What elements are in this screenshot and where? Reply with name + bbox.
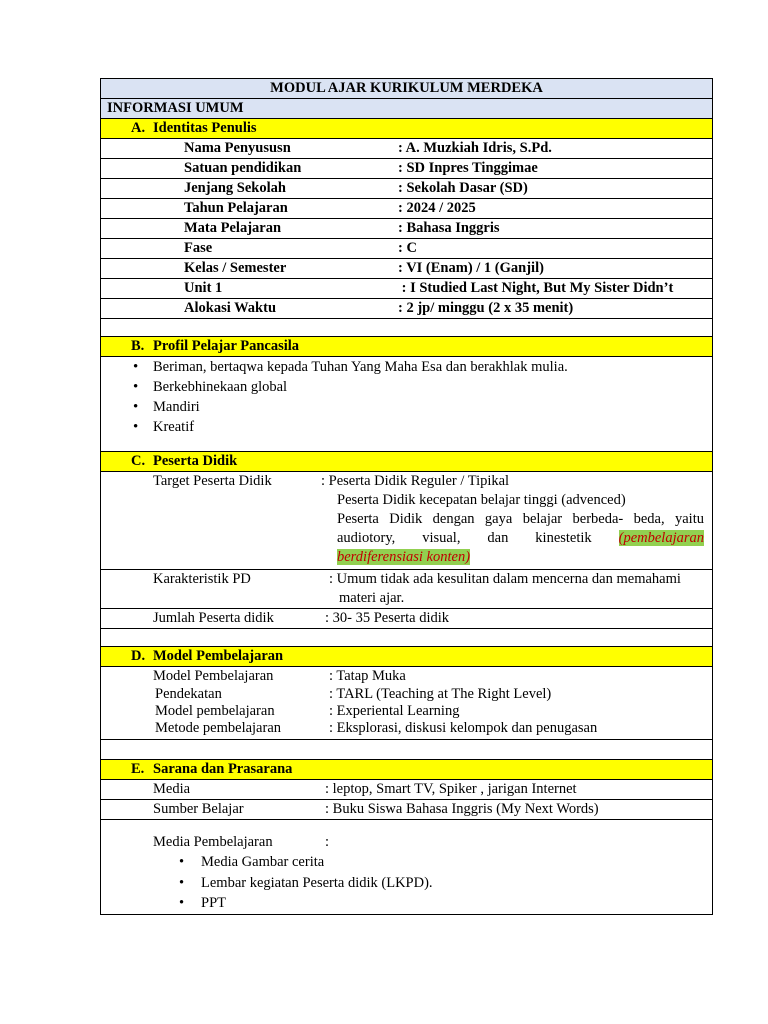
identity-label: Fase [184,240,213,256]
section-d-header [101,647,713,667]
media-label: Media [153,781,191,797]
profile-list-row [101,357,713,452]
model-value: : Eksplorasi, diskusi kelompok dan penugasan [329,720,598,736]
spacer-row [101,629,713,647]
list-item: • Mandiri [101,397,712,417]
identity-value: : Bahasa Inggris [398,220,500,236]
title-row [101,79,713,99]
characteristic-row [101,570,713,609]
list-item: • PPT [101,893,433,914]
identity-label: Mata Pelajaran [184,220,282,236]
target-row [101,472,713,570]
identity-row [101,199,713,219]
section-b-header [101,337,713,357]
media-value: : leptop, Smart TV, Spiker , jarigan Internet [325,781,577,797]
model-label: Metode pembelajaran [155,720,282,736]
identity-label: Satuan pendidikan [184,160,302,176]
learning-media-row [101,820,713,915]
section-e-header [101,760,713,780]
identity-label: Kelas / Semester [184,260,287,276]
model-value: : TARL (Teaching at The Right Level) [329,686,552,702]
count-label: Jumlah Peserta didik [153,610,274,626]
model-value: : Experiental Learning [329,703,460,719]
list-item: • Lembar kegiatan Peserta didik (LKPD). [101,873,433,894]
identity-label: Nama Penyususn [184,140,291,156]
learning-media-colon: : [325,834,330,850]
section-a-title: Identitas Penulis [153,120,257,136]
section-e-letter: E. [131,761,145,777]
identity-value: : A. Muzkiah Idris, S.Pd. [398,140,552,156]
model-label: Model pembelajaran [155,703,275,719]
spacer-row [101,740,713,760]
identity-label: Alokasi Waktu [184,300,277,316]
highlight-note-2: berdiferensiasi konten) [337,549,471,565]
identity-value: : I Studied Last Night, But My Sister Didn’t [398,280,674,296]
target-value-4: audiotory, visual, dan kinestetik [337,530,592,546]
list-item: • Media Gambar cerita [101,852,433,873]
section-d-title: Model Pembelajaran [153,648,284,664]
model-label: Model Pembelajaran [153,668,274,684]
characteristic-label: Karakteristik PD [153,571,251,587]
identity-value: : Sekolah Dasar (SD) [398,180,528,196]
learning-media-list [101,852,433,914]
identity-value: : 2 jp/ minggu (2 x 35 menit) [398,300,574,316]
section-a-letter: A. [131,120,146,136]
identity-row [101,159,713,179]
model-label: Pendekatan [155,686,222,702]
model-value: : Tatap Muka [329,668,406,684]
target-value-2: Peserta Didik kecepatan belajar tinggi (advenced) [337,492,626,508]
section-e-title: Sarana dan Prasarana [153,761,293,777]
identity-label: Jenjang Sekolah [184,180,286,196]
identity-value: : 2024 / 2025 [398,200,476,216]
characteristic-value-2: materi ajar. [339,590,405,606]
section-c-letter: C. [131,453,146,469]
count-row [101,609,713,629]
target-label: Target Peserta Didik [153,473,272,489]
section-c-title: Peserta Didik [153,453,238,469]
section-a-header [101,119,713,139]
count-value: : 30- 35 Peserta didik [325,610,450,626]
list-item: • Kreatif [101,417,712,437]
target-value-1: : Peserta Didik Reguler / Tipikal [321,473,510,489]
section-b-letter: B. [131,338,145,354]
identity-row [101,179,713,199]
target-value-3: Peserta Didik dengan gaya belajar berbeda- beda, yaitu [337,511,704,527]
info-row [101,99,713,119]
list-item: • Beriman, bertaqwa kepada Tuhan Yang Maha Esa dan berakhlak mulia. [101,357,712,377]
source-row [101,800,713,820]
module-table [100,78,713,915]
identity-label: Tahun Pelajaran [184,200,288,216]
identity-row [101,139,713,159]
source-value: : Buku Siswa Bahasa Inggris (My Next Words) [325,801,599,817]
identity-row [101,279,713,299]
identity-row [101,239,713,259]
identity-value: : VI (Enam) / 1 (Ganjil) [398,260,544,276]
section-c-header [101,452,713,472]
highlight-note-1: (pembelajaran [618,530,704,546]
identity-row [101,259,713,279]
profile-list [101,357,712,437]
list-item: • Berkebhinekaan global [101,377,712,397]
identity-label: Unit 1 [184,280,223,296]
spacer-row [101,319,713,337]
section-b-title: Profil Pelajar Pancasila [153,338,300,354]
model-row [101,667,713,740]
identity-value: : SD Inpres Tinggimae [398,160,538,176]
document-title: MODUL AJAR KURIKULUM MERDEKA [101,79,713,99]
info-heading: INFORMASI UMUM [101,99,713,119]
identity-row [101,219,713,239]
characteristic-value-1: : Umum tidak ada kesulitan dalam mencerna dan memahami [329,571,681,587]
source-label: Sumber Belajar [153,801,244,817]
identity-value: : C [398,240,417,256]
section-d-letter: D. [131,648,146,664]
module-document [100,78,713,915]
learning-media-label: Media Pembelajaran [153,834,273,850]
media-row [101,780,713,800]
identity-row [101,299,713,319]
